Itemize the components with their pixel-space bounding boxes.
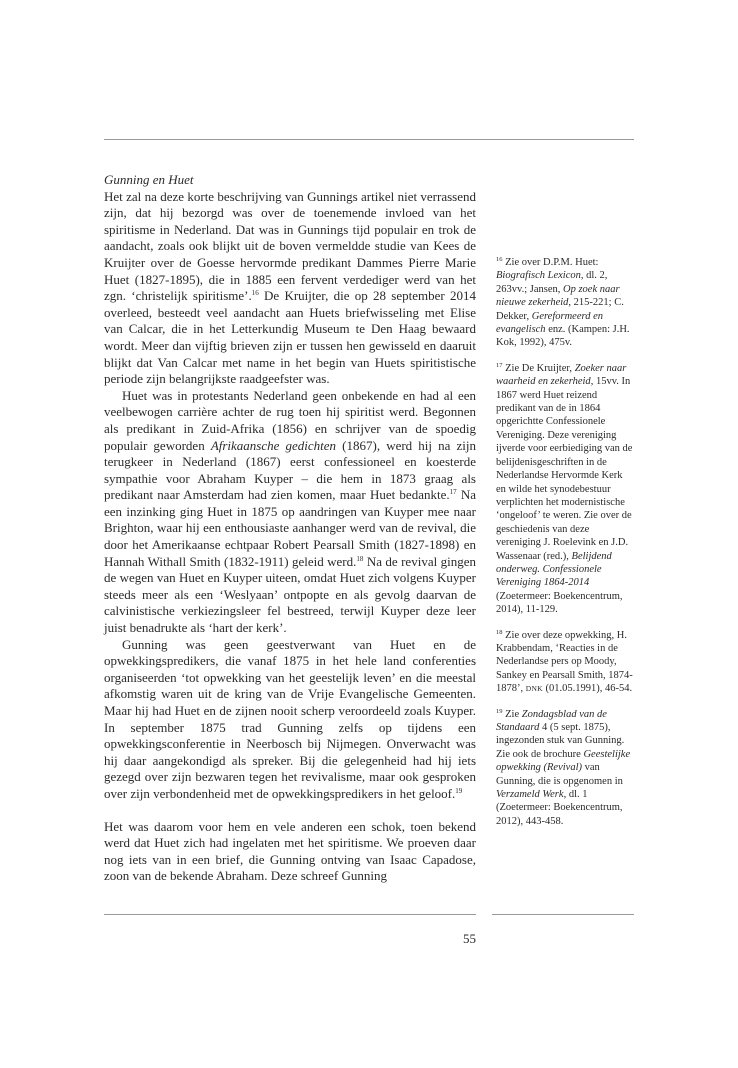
bottom-divider-notes (492, 914, 634, 915)
footnote-19: $^{19}$ Zie Zondagsblad van de Standaard 4 (5 sept. 1875), ingezonden stuk van Gunning. Zie ook de brochure Geestelijke opwekking (Revival) van Gunning, die is opgenomen in Verzameld Werk, dl. 1 (Zoetermeer: Boekencentrum, 2012), 443-458. (496, 707, 631, 827)
section-heading: Gunning en Huet (104, 172, 194, 187)
paragraph-3: Gunning was geen geestverwant van Huet en de opwekkingspredikers, die vanaf 1875 in het hele land conferenties organiseerden ‘tot opwekking van het geestelijk leven’ en die meestal afkomstig waren uit de kring van de Vrije Evangelische Gemeenten. Maar hij had Huet en de zijnen nooit scherp veroordeeld zoals Kuyper. In september 1875 trad Gunning zelfs op tijdens een opwekkingsconferentie in Neerbosch bij Nijmegen. Onverwacht was hij daar aangekondigd als spreker. Bij die gelegenheid had hij iets gezegd over zijn bezwaren tegen het revivalisme, maar ook gesproken over zijn verbondenheid met de opwekkingspredikers in het geloof.$^{19}$ (104, 636, 476, 801)
footnote-18: $^{18}$ Zie over deze opwekking, H. Krabbendam, ‘Reacties in de Nederlandse pers op Moody, Sankey en Pearsall Smith, 1874-1878’, DNK (01.05.1991), 46-54. (496, 628, 633, 695)
paragraph-1: Het zal na deze korte beschrijving van Gunnings artikel niet verrassend zijn, dat hij bezorgd was over de toenemende invloed van het spiritisme in Nederland. Dat was in Gunnings tijd populair en trok de aandacht, zoals ook blijkt uit de boven vermeldde studie van Kees de Kruijter over de Goesse hervormde predikant Dammes Pierre Marie Huet (1827-1895), die in 1885 een fervent verdediger werd van het zgn. ‘christelijk spiritisme’.$^{16}$ De Kruijter, die op 28 september 2014 overleed, besteedt veel aandacht aan Huets briefwisseling met Elise van Calcar, die in het Letterkundig Museum te Den Haag bewaard wordt. Meer dan vijftig brieven zijn er tussen hen gewisseld en daaruit blijkt dat Van Calcar met name in het begin van Huets spiritistische periode zijn belangrijkste raadgeefster was. (104, 188, 477, 387)
page-number: 55 (463, 931, 476, 946)
footnote-ref-17[interactable]: 17 (449, 488, 457, 497)
footnote-ref-18[interactable]: 18 (356, 554, 364, 563)
bottom-divider-main (104, 914, 476, 915)
footnote-16: $^{16}$ Zie over D.P.M. Huet: Biografisch Lexicon, dl. 2, 263vv.; Jansen, Op zoek naar nieuwe zekerheid, 215-221; C. Dekker, Gereformeerd en evangelisch enz. (Kampen: J.H. Kok, 1992), 475v. (496, 256, 630, 349)
paragraph-2: Huet was in protestants Nederland geen onbekende en had al een veelbewogen carrière achter de rug toen hij spiritist werd. Begonnen als predikant in Zuid-Afrika (1856) en schrijver van de spoedig populair geworden Afrikaansche gedichten (1867), werd hij na zijn terugkeer in Nederland (1867) eerst confessioneel en koesterde sympathie voor Abraham Kuyper – die hem in 1873 graag als predikant naar Amsterdam had zien komen, maar Huet bedankte.$^{17}$ Na een inzinking ging Huet in 1875 op aandringen van Kuyper mee naar Brighton, waar hij een enthousiaste aanhanger werd van de revival, die door het Amerikaanse echtpaar Robert Pearsall Smith (1827-1898) en Hannah Withall Smith (1832-1911) geleid werd.$^{18}$ Na de revival gingen de wegen van Huet en Kuyper uiteen, omdat Huet zich volgens Kuyper steeds meer als een ‘Weslyaan’ ontpopte en als gevolg daarvan de calvinistische verkiezingsleer fel bestreed, terwijl Kuyper deze leer juist benadrukte als ‘hart der kerk’. (104, 387, 477, 636)
main-text-column (104, 172, 476, 885)
footnote-ref-19[interactable]: 19 (455, 786, 463, 795)
footnote-ref-16[interactable]: 16 (251, 289, 259, 298)
paragraph-4: Het was daarom voor hem en vele anderen een schok, toen bekend werd dat Huet zich had ingelaten met het spiritisme. We proeven daar nog iets van in een brief, die Gunning ontving van Isaac Capadose, zoon van de bekende Abraham. Deze schreef Gunning (104, 818, 476, 884)
top-divider (104, 139, 634, 140)
footnotes-column (496, 256, 634, 840)
footnote-17: $^{17}$ Zie De Kruijter, Zoeker naar waarheid en zekerheid, 15vv. In 1867 werd Huet reizend predikant van de in 1864 opgerichtte Confessionele Vereniging. Deze vereniging ijverde voor eerbiediging van de belijdenisgeschriften in de Nederlandse Hervormde Kerk en wilde het synodebestuur verplichten het modernistische ‘ongeloof’ te weren. Zie over de geschiedenis van deze vereniging J. Roelevink en J.D. Wassenaar (red.), Belijdend onderweg. Confessionele Vereniging 1864-2014 (Zoetermeer: Boekencentrum, 2014), 11-129. (496, 361, 633, 616)
